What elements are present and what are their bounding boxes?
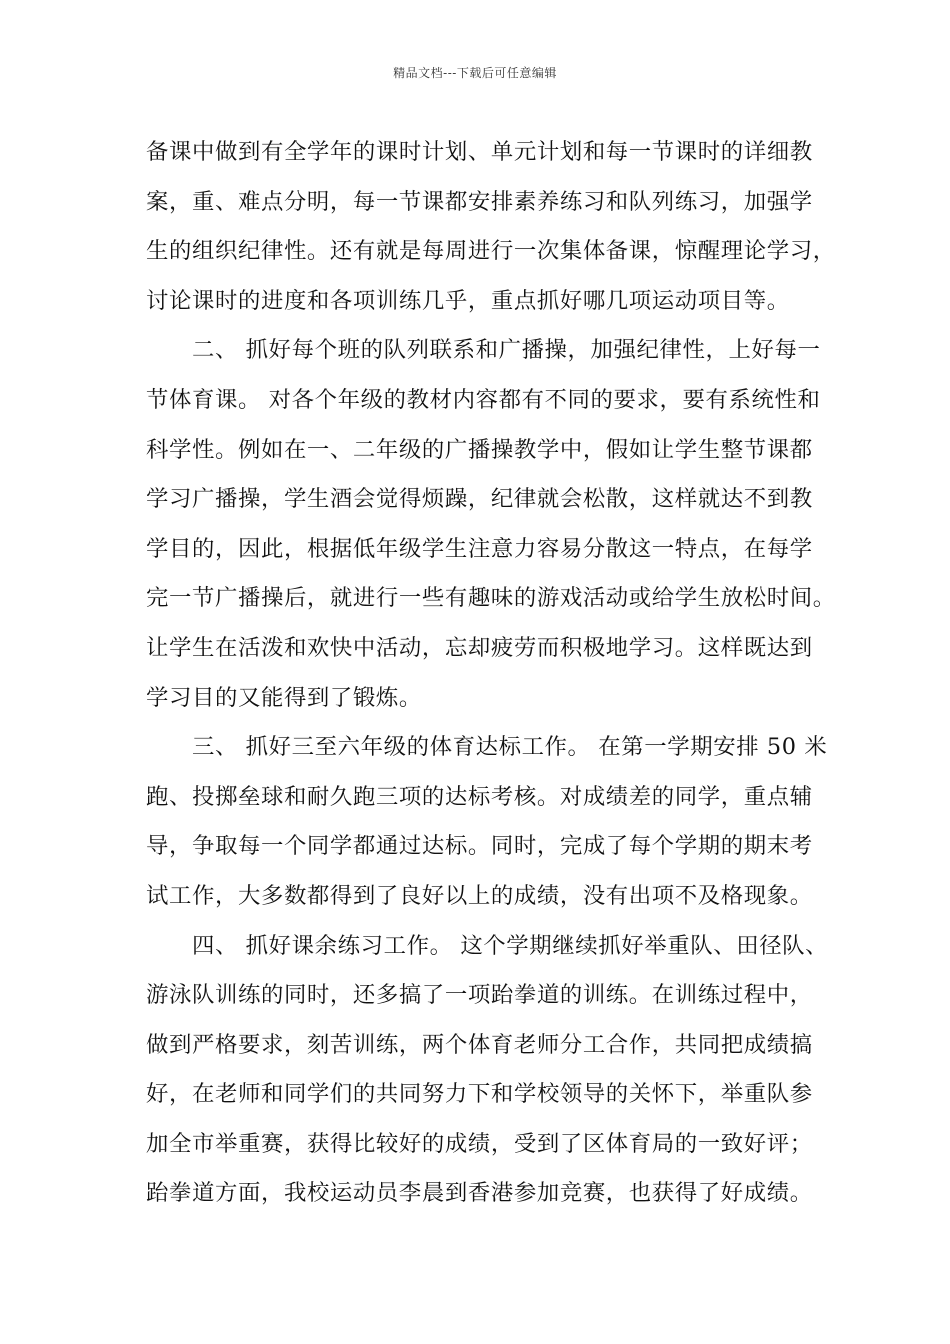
text-line: 备课中做到有全学年的课时计划、单元计划和每一节课时的详细教 xyxy=(146,139,813,165)
text-line: 试工作，大多数都得到了良好以上的成绩，没有出项不及格现象。 xyxy=(146,882,813,909)
text-line: 讨论课时的进度和各项训练几乎，重点抓好哪几项运动项目等。 xyxy=(146,287,790,314)
text-line: 生的组织纪律性。还有就是每周进行一次集体备课，惊醒理论学习， xyxy=(146,238,836,265)
text-line: 跑、投掷垒球和耐久跑三项的达标考核。对成绩差的同学，重点辅 xyxy=(146,783,813,810)
text-line: 让学生在活泼和欢快中活动，忘却疲劳而积极地学习。这样既达到 xyxy=(146,634,813,661)
text-line: 节体育课。 对各个年级的教材内容都有不同的要求，要有系统性和 xyxy=(146,386,821,413)
text-line: 好，在老师和同学们的共同努力下和学校领导的关怀下，举重队参 xyxy=(146,1081,813,1108)
text-line: 做到严格要求，刻苦训练，两个体育老师分工合作，共同把成绩搞 xyxy=(146,1031,813,1058)
text-line: 三、 抓好三至六年级的体育达标工作。 在第一学期安排 50 米 xyxy=(146,734,828,761)
text-line: 导，争取每一个同学都通过达标。同时，完成了每个学期的期末考 xyxy=(146,833,813,860)
text-line: 二、 抓好每个班的队列联系和广播操，加强纪律性，上好每一 xyxy=(146,337,821,364)
text-line: 学目的，因此，根据低年级学生注意力容易分散这一特点，在每学 xyxy=(146,535,813,562)
body-text xyxy=(146,132,836,1223)
text-line: 完一节广播操后，就进行一些有趣味的游戏活动或给学生放松时间。 xyxy=(146,585,836,612)
text-line: 学习目的又能得到了锻炼。 xyxy=(146,684,422,711)
page-header: 精品文档---下载后可任意编辑 xyxy=(393,66,557,80)
text-line: 四、 抓好课余练习工作。 这个学期继续抓好举重队、田径队、 xyxy=(146,932,829,959)
text-line: 学习广播操，学生酒会觉得烦躁，纪律就会松散，这样就达不到教 xyxy=(146,486,813,513)
text-line: 案，重、难点分明，每一节课都安排素养练习和队列练习，加强学 xyxy=(146,188,813,215)
text-line: 加全市举重赛，获得比较好的成绩，受到了区体育局的一致好评； xyxy=(146,1130,813,1157)
text-line: 跆拳道方面，我校运动员李晨到香港参加竞赛，也获得了好成绩。 xyxy=(146,1180,813,1207)
text-line: 游泳队训练的同时，还多搞了一项跆拳道的训练。在训练过程中， xyxy=(146,982,813,1009)
text-line: 科学性。例如在一、二年级的广播操教学中，假如让学生整节课都 xyxy=(146,436,813,463)
